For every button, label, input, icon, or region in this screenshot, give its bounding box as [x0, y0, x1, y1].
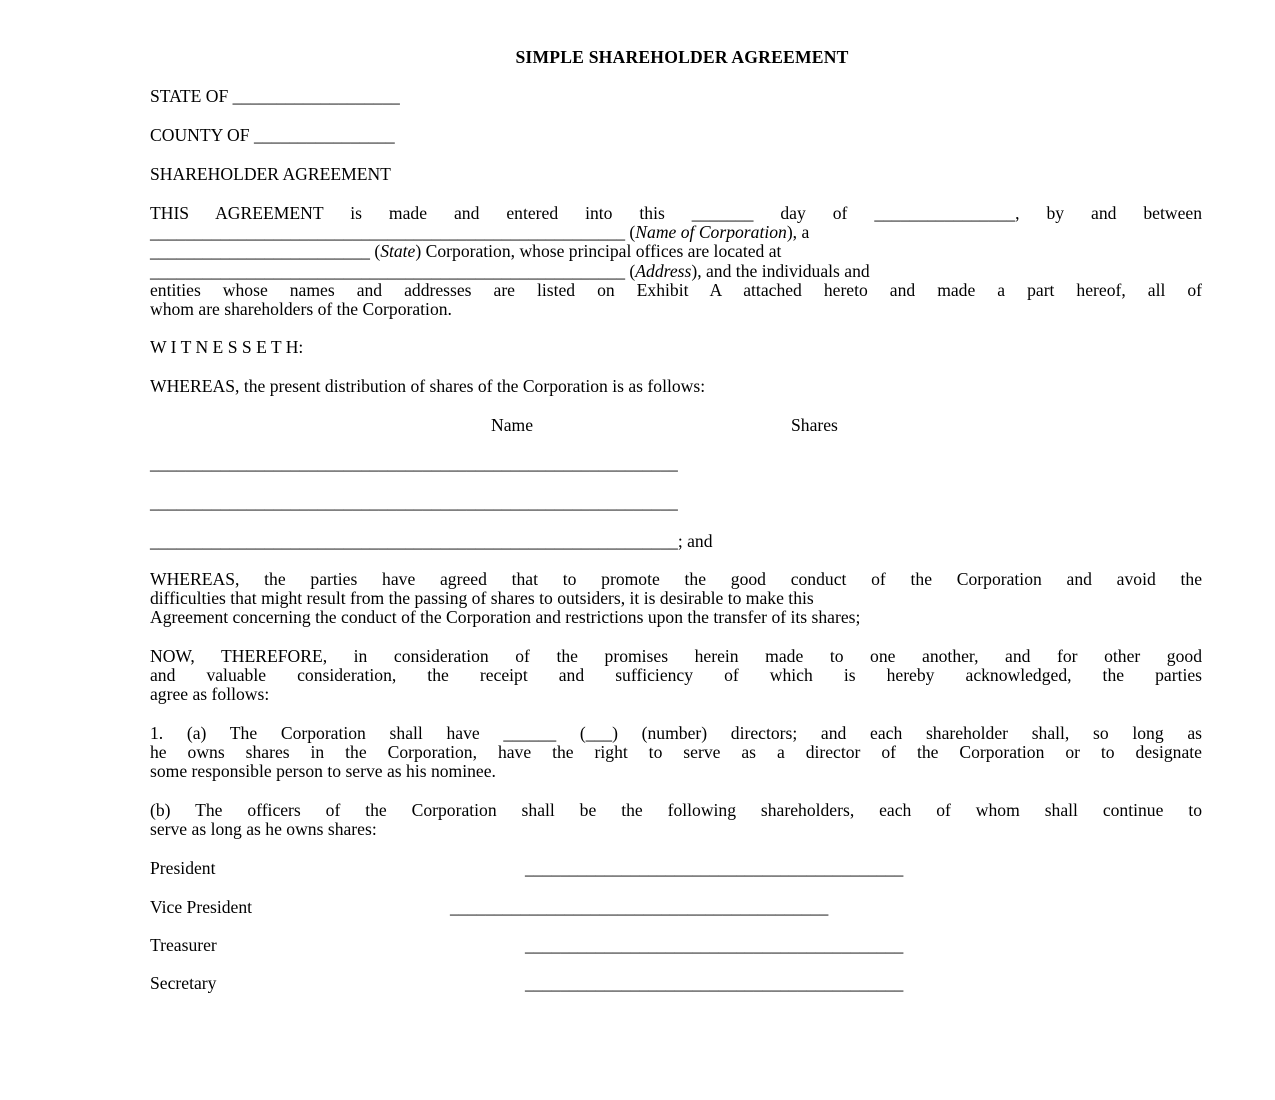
- officer-label-president: President: [150, 858, 216, 878]
- clause-1b-paragraph: [150, 801, 1202, 839]
- clause-1a-line-1: 1. (a) The Corporation shall have ______ (___) (number) directors; and each shareholder shall, so long as: [150, 723, 1202, 743]
- officer-label-vice-president: Vice President: [150, 897, 253, 917]
- clause-1b-line-1: (b) The officers of the Corporation shall be the following shareholders, each of whom shall continue to: [150, 800, 1202, 820]
- officer-blank-president: ___________________________________________: [525, 858, 904, 878]
- clause-1a-line-3: some responsible person to serve as his nominee.: [150, 761, 496, 782]
- share-row-3: ____________________________________________________________; and: [150, 531, 713, 551]
- share-row-2: ____________________________________________________________: [150, 492, 678, 512]
- document-title: SIMPLE SHAREHOLDER AGREEMENT: [515, 47, 849, 67]
- officer-blank-treasurer: ___________________________________________: [525, 935, 904, 955]
- agreement-heading: SHAREHOLDER AGREEMENT: [150, 164, 391, 184]
- intro-line-1: THIS AGREEMENT is made and entered into this _______ day of ________________, by and between: [150, 203, 1202, 223]
- intro-line-3: _________________________ (State) Corporation, whose principal offices are located at: [150, 241, 782, 262]
- name-of-corporation-label: Name of Corporation: [635, 222, 787, 243]
- now-therefore-line-1: NOW, THEREFORE, in consideration of the promises herein made to one another, and for other good: [150, 646, 1202, 666]
- officer-blank-vice-president: ___________________________________________: [450, 897, 829, 917]
- county-line: COUNTY OF ________________: [150, 125, 395, 145]
- now-therefore-line-3: agree as follows:: [150, 684, 270, 705]
- state-line: STATE OF ___________________: [150, 86, 400, 106]
- whereas-purpose-line-2: difficulties that might result from the passing of shares to outsiders, it is desirable to make this: [150, 588, 814, 609]
- intro-paragraph: [150, 204, 1202, 319]
- officer-label-treasurer: Treasurer: [150, 935, 217, 955]
- whereas-purpose-line-3: Agreement concerning the conduct of the Corporation and restrictions upon the transfer of its shares;: [150, 607, 861, 628]
- share-row-1: ____________________________________________________________: [150, 453, 678, 473]
- address-label: Address: [635, 260, 692, 281]
- state-label: State: [380, 241, 416, 262]
- clause-1a-paragraph: [150, 724, 1202, 782]
- intro-line-6: whom are shareholders of the Corporation.: [150, 299, 452, 320]
- column-header-name: Name: [491, 415, 534, 435]
- intro-line-2: ______________________________________________________ (Name of Corporation), a: [150, 222, 810, 243]
- witnesseth-heading: W I T N E S S E T H:: [150, 337, 304, 357]
- clause-1a-line-2: he owns shares in the Corporation, have the right to serve as a director of the Corporation or to designate: [150, 742, 1202, 763]
- now-therefore-line-2: and valuable consideration, the receipt and sufficiency of which is hereby acknowledged, the parties: [150, 665, 1202, 686]
- officer-blank-secretary: ___________________________________________: [525, 973, 904, 993]
- whereas-purpose-line-1: WHEREAS, the parties have agreed that to promote the good conduct of the Corporation and avoid the: [150, 569, 1202, 589]
- column-header-shares: Shares: [791, 415, 838, 435]
- intro-line-5: entities whose names and addresses are listed on Exhibit A attached hereto and made a part hereof, all of: [150, 279, 1202, 300]
- now-therefore-paragraph: [150, 647, 1202, 705]
- intro-line-4: ______________________________________________________ (Address), and the individuals and: [150, 260, 870, 281]
- officer-label-secretary: Secretary: [150, 973, 217, 993]
- whereas-purpose-paragraph: [150, 570, 1202, 628]
- whereas-distribution: WHEREAS, the present distribution of shares of the Corporation is as follows:: [150, 376, 706, 396]
- clause-1b-line-2: serve as long as he owns shares:: [150, 819, 377, 840]
